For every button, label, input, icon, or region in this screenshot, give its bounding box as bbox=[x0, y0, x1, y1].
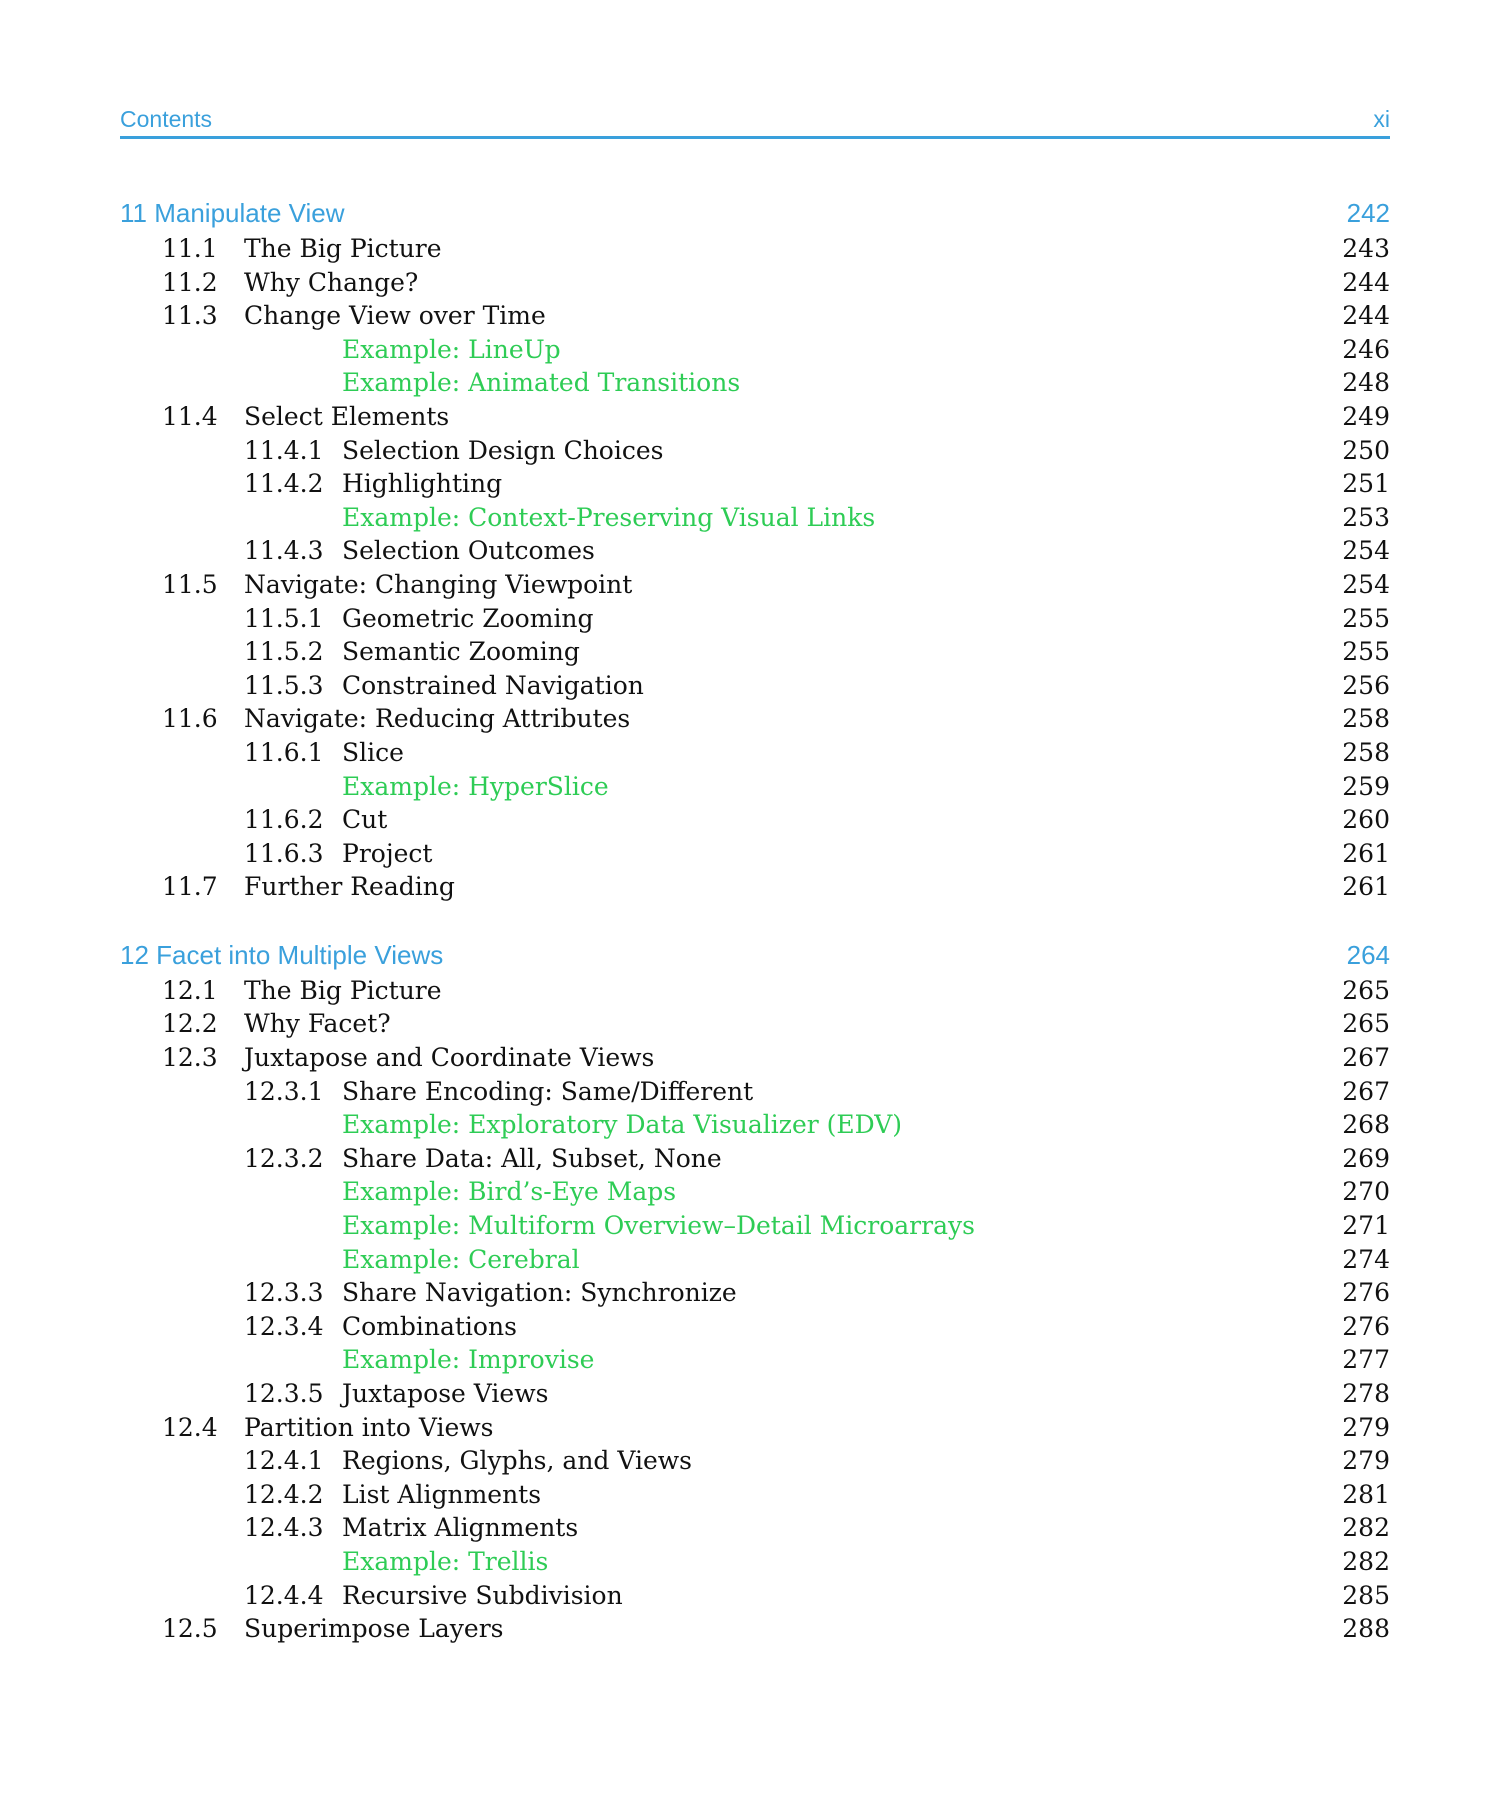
entry-title: Slice bbox=[342, 737, 404, 767]
toc-example-entry[interactable] bbox=[120, 499, 1390, 533]
entry-page-number: 254 bbox=[1330, 536, 1390, 565]
entry-page-number: 267 bbox=[1330, 1043, 1390, 1072]
chapter-spacer bbox=[120, 902, 1390, 938]
entry-title: Why Change? bbox=[244, 267, 419, 297]
entry-number: 12.4.4 bbox=[244, 1580, 324, 1610]
entry-label bbox=[342, 1345, 604, 1374]
entry-label bbox=[342, 1110, 912, 1139]
entry-title: Juxtapose and Coordinate Views bbox=[244, 1043, 655, 1073]
entry-page-number: 244 bbox=[1330, 268, 1390, 297]
entry-label bbox=[244, 436, 673, 465]
entry-number: 11.3 bbox=[162, 301, 218, 331]
entry-number: 12.3.1 bbox=[244, 1076, 324, 1106]
entry-label bbox=[162, 704, 640, 733]
entry-label bbox=[244, 536, 605, 565]
entry-title: Example: Multiform Overview–Detail Microarrays bbox=[342, 1211, 975, 1241]
toc-subsection-entry[interactable] bbox=[120, 1577, 1390, 1611]
entry-title: Constrained Navigation bbox=[342, 670, 644, 700]
entry-label bbox=[162, 1413, 504, 1442]
toc-section-entry[interactable] bbox=[120, 972, 1390, 1006]
entry-label bbox=[244, 1480, 551, 1509]
entry-label bbox=[244, 738, 414, 767]
entry-number: 12.3.5 bbox=[244, 1379, 324, 1408]
entry-number: 12.3.3 bbox=[244, 1278, 324, 1308]
entry-title: Selection Design Choices bbox=[342, 435, 664, 465]
entry-label bbox=[244, 671, 654, 700]
chapter-title: 12 Facet into Multiple Views bbox=[120, 939, 444, 970]
entry-number: 11.4.3 bbox=[244, 536, 324, 566]
entry-number: 12.4.3 bbox=[244, 1513, 324, 1543]
entry-page-number: 265 bbox=[1330, 976, 1390, 1005]
toc-example-entry[interactable] bbox=[120, 768, 1390, 802]
entry-label bbox=[162, 1043, 664, 1072]
toc-subsection-entry[interactable] bbox=[120, 1274, 1390, 1308]
entry-label bbox=[342, 503, 885, 532]
toc-subsection-entry[interactable] bbox=[120, 801, 1390, 835]
toc-example-entry[interactable] bbox=[120, 364, 1390, 398]
entry-label bbox=[244, 1581, 633, 1610]
entry-label bbox=[244, 637, 590, 666]
entry-title: Select Elements bbox=[244, 401, 450, 431]
entry-title: Example: Bird’s-Eye Maps bbox=[342, 1177, 677, 1207]
entry-page-number: 278 bbox=[1330, 1379, 1390, 1408]
entry-page-number: 249 bbox=[1330, 402, 1390, 431]
entry-number: 11.5.1 bbox=[244, 603, 324, 633]
entry-page-number: 260 bbox=[1330, 805, 1390, 834]
entry-title: Navigate: Reducing Attributes bbox=[244, 704, 631, 734]
toc-subsection-entry[interactable] bbox=[120, 1073, 1390, 1107]
entry-number: 11.4 bbox=[162, 401, 218, 431]
entry-page-number: 248 bbox=[1330, 368, 1390, 397]
entry-number: 12.3.2 bbox=[244, 1143, 324, 1173]
entry-label bbox=[342, 1177, 686, 1206]
entry-number: 11.2 bbox=[162, 267, 218, 297]
entry-title: Example: Animated Transitions bbox=[342, 368, 741, 398]
toc-subsection-entry[interactable] bbox=[120, 734, 1390, 768]
entry-number: 11.6.1 bbox=[244, 737, 324, 767]
entry-number: 12.3 bbox=[162, 1043, 218, 1073]
toc-section-entry[interactable] bbox=[120, 297, 1390, 331]
entry-number: 12.4.2 bbox=[244, 1479, 324, 1509]
entry-title: Example: Exploratory Data Visualizer (EDV) bbox=[342, 1110, 903, 1140]
toc-example-entry[interactable] bbox=[120, 1207, 1390, 1241]
entry-label bbox=[244, 1513, 588, 1542]
entry-page-number: 279 bbox=[1330, 1446, 1390, 1475]
entry-number: 11.5.2 bbox=[244, 637, 324, 667]
entry-page-number: 250 bbox=[1330, 436, 1390, 465]
entry-number: 11.4.2 bbox=[244, 469, 324, 499]
entry-label bbox=[342, 1211, 985, 1240]
entry-title: Highlighting bbox=[342, 469, 503, 499]
entry-number: 12.3.4 bbox=[244, 1311, 324, 1341]
toc-subsection-entry[interactable] bbox=[120, 1375, 1390, 1409]
entry-label bbox=[162, 234, 452, 263]
entry-title: Share Encoding: Same/Different bbox=[342, 1076, 754, 1106]
entry-page-number: 282 bbox=[1330, 1547, 1390, 1576]
entry-label bbox=[244, 839, 442, 868]
toc-example-entry[interactable] bbox=[120, 1241, 1390, 1275]
entry-number: 11.1 bbox=[162, 234, 218, 263]
entry-title: Share Data: All, Subset, None bbox=[342, 1143, 722, 1173]
entry-label bbox=[162, 570, 642, 599]
entry-page-number: 274 bbox=[1330, 1245, 1390, 1274]
entry-label bbox=[244, 604, 604, 633]
entry-page-number: 265 bbox=[1330, 1009, 1390, 1038]
running-head-title: Contents bbox=[120, 106, 213, 132]
entry-page-number: 253 bbox=[1330, 503, 1390, 532]
chapter-heading[interactable] bbox=[120, 196, 1390, 230]
toc-subsection-entry[interactable] bbox=[120, 1308, 1390, 1342]
toc-subsection-entry[interactable] bbox=[120, 835, 1390, 869]
entry-page-number: 279 bbox=[1330, 1413, 1390, 1442]
entry-label bbox=[162, 1614, 514, 1643]
entry-title: Superimpose Layers bbox=[244, 1614, 504, 1644]
table-of-contents bbox=[120, 196, 1390, 1644]
toc-example-entry[interactable] bbox=[120, 1341, 1390, 1375]
entry-page-number: 246 bbox=[1330, 335, 1390, 364]
toc-subsection-entry[interactable] bbox=[120, 1509, 1390, 1543]
entry-page-number: 251 bbox=[1330, 469, 1390, 498]
entry-title: Share Navigation: Synchronize bbox=[342, 1278, 737, 1308]
entry-label bbox=[162, 872, 465, 901]
entry-label bbox=[162, 402, 459, 431]
entry-number: 12.4 bbox=[162, 1412, 218, 1442]
entry-title: List Alignments bbox=[342, 1479, 542, 1509]
toc-section-entry[interactable] bbox=[120, 700, 1390, 734]
entry-title: Example: Improvise bbox=[342, 1345, 595, 1375]
toc-subsection-entry[interactable] bbox=[120, 465, 1390, 499]
entry-title: Navigate: Changing Viewpoint bbox=[244, 569, 633, 599]
entry-page-number: 285 bbox=[1330, 1581, 1390, 1610]
entry-title: Geometric Zooming bbox=[342, 603, 594, 633]
entry-page-number: 256 bbox=[1330, 671, 1390, 700]
entry-number: 11.5 bbox=[162, 569, 218, 599]
entry-title: Why Facet? bbox=[244, 1009, 391, 1039]
entry-label bbox=[342, 1245, 590, 1274]
entry-label bbox=[244, 1312, 527, 1341]
entry-title: The Big Picture bbox=[244, 975, 442, 1005]
entry-label bbox=[342, 772, 619, 801]
entry-label bbox=[244, 1077, 763, 1106]
toc-example-entry[interactable] bbox=[120, 1543, 1390, 1577]
toc-subsection-entry[interactable] bbox=[120, 667, 1390, 701]
entry-page-number: 268 bbox=[1330, 1110, 1390, 1139]
entry-title: Combinations bbox=[342, 1311, 517, 1341]
page-number: xi bbox=[1373, 106, 1390, 132]
entry-label bbox=[244, 1278, 747, 1307]
entry-number: 11.7 bbox=[162, 872, 218, 902]
entry-page-number: 259 bbox=[1330, 772, 1390, 801]
entry-page-number: 261 bbox=[1330, 872, 1390, 901]
toc-subsection-entry[interactable] bbox=[120, 1140, 1390, 1174]
entry-page-number: 261 bbox=[1330, 839, 1390, 868]
toc-section-entry[interactable] bbox=[120, 566, 1390, 600]
entry-title: Matrix Alignments bbox=[342, 1513, 579, 1543]
toc-section-entry[interactable] bbox=[120, 264, 1390, 298]
entry-label bbox=[244, 1144, 732, 1173]
entry-page-number: 269 bbox=[1330, 1144, 1390, 1173]
entry-title: Partition into Views bbox=[244, 1412, 494, 1442]
entry-page-number: 276 bbox=[1330, 1278, 1390, 1307]
entry-number: 12.2 bbox=[162, 1009, 218, 1039]
entry-title: The Big Picture bbox=[244, 234, 442, 263]
entry-title: Change View over Time bbox=[244, 301, 546, 331]
toc-subsection-entry[interactable] bbox=[120, 532, 1390, 566]
toc-section-entry[interactable] bbox=[120, 230, 1390, 264]
entry-number: 12.4.1 bbox=[244, 1446, 324, 1476]
entry-title: Example: Trellis bbox=[342, 1546, 549, 1576]
entry-page-number: 267 bbox=[1330, 1077, 1390, 1106]
entry-title: Example: Cerebral bbox=[342, 1244, 580, 1274]
running-head bbox=[120, 104, 1390, 139]
entry-page-number: 276 bbox=[1330, 1312, 1390, 1341]
entry-page-number: 258 bbox=[1330, 738, 1390, 767]
entry-page-number: 243 bbox=[1330, 234, 1390, 263]
chapter-title: 11 Manipulate View bbox=[120, 198, 345, 228]
entry-number: 11.6.3 bbox=[244, 838, 324, 868]
entry-title: Juxtapose Views bbox=[342, 1379, 549, 1408]
entry-page-number: 282 bbox=[1330, 1513, 1390, 1542]
entry-title: Example: Context-Preserving Visual Links bbox=[342, 502, 876, 532]
entry-label bbox=[342, 368, 750, 397]
entry-title: Recursive Subdivision bbox=[342, 1580, 623, 1610]
entry-page-number: 258 bbox=[1330, 704, 1390, 733]
toc-section-entry[interactable] bbox=[120, 868, 1390, 902]
toc-section-entry[interactable] bbox=[120, 1610, 1390, 1644]
entry-label bbox=[342, 335, 571, 364]
toc-section-entry[interactable] bbox=[120, 1005, 1390, 1039]
entry-page-number: 244 bbox=[1330, 301, 1390, 330]
entry-title: Example: HyperSlice bbox=[342, 771, 609, 801]
entry-page-number: 277 bbox=[1330, 1345, 1390, 1374]
entry-title: Semantic Zooming bbox=[342, 637, 580, 667]
entry-label bbox=[162, 268, 428, 297]
chapter-page-number: 242 bbox=[1346, 198, 1390, 228]
entry-title: Further Reading bbox=[244, 872, 455, 902]
entry-label bbox=[244, 805, 397, 834]
entry-label bbox=[162, 301, 556, 330]
entry-label bbox=[342, 1547, 558, 1576]
toc-section-entry[interactable] bbox=[120, 1039, 1390, 1073]
entry-page-number: 271 bbox=[1330, 1211, 1390, 1240]
entry-label bbox=[162, 976, 452, 1005]
entry-number: 11.5.3 bbox=[244, 670, 324, 700]
toc-subsection-entry[interactable] bbox=[120, 1442, 1390, 1476]
entry-page-number: 254 bbox=[1330, 570, 1390, 599]
chapter-page-number: 264 bbox=[1346, 939, 1390, 970]
entry-number: 11.6.2 bbox=[244, 805, 324, 835]
toc-subsection-entry[interactable] bbox=[120, 600, 1390, 634]
entry-label bbox=[162, 1009, 401, 1038]
entry-page-number: 288 bbox=[1330, 1614, 1390, 1643]
entry-label bbox=[244, 469, 512, 498]
toc-subsection-entry[interactable] bbox=[120, 1476, 1390, 1510]
toc-subsection-entry[interactable] bbox=[120, 633, 1390, 667]
entry-title: Cut bbox=[342, 805, 388, 835]
entry-title: Project bbox=[342, 838, 433, 868]
entry-label bbox=[244, 1446, 702, 1475]
entry-page-number: 255 bbox=[1330, 637, 1390, 666]
entry-number: 11.4.1 bbox=[244, 435, 324, 465]
toc-section-entry[interactable] bbox=[120, 1409, 1390, 1443]
toc-section-entry[interactable] bbox=[120, 398, 1390, 432]
entry-page-number: 270 bbox=[1330, 1177, 1390, 1206]
entry-label bbox=[244, 1379, 558, 1408]
entry-title: Example: LineUp bbox=[342, 334, 561, 364]
toc-example-entry[interactable] bbox=[120, 1106, 1390, 1140]
toc-example-entry[interactable] bbox=[120, 331, 1390, 365]
entry-number: 11.6 bbox=[162, 704, 218, 734]
entry-number: 12.1 bbox=[162, 975, 218, 1005]
entry-title: Selection Outcomes bbox=[342, 536, 595, 566]
entry-page-number: 255 bbox=[1330, 604, 1390, 633]
chapter-heading[interactable] bbox=[120, 938, 1390, 972]
entry-page-number: 281 bbox=[1330, 1480, 1390, 1509]
toc-subsection-entry[interactable] bbox=[120, 432, 1390, 466]
entry-title: Regions, Glyphs, and Views bbox=[342, 1446, 692, 1476]
toc-example-entry[interactable] bbox=[120, 1173, 1390, 1207]
entry-number: 12.5 bbox=[162, 1614, 218, 1644]
